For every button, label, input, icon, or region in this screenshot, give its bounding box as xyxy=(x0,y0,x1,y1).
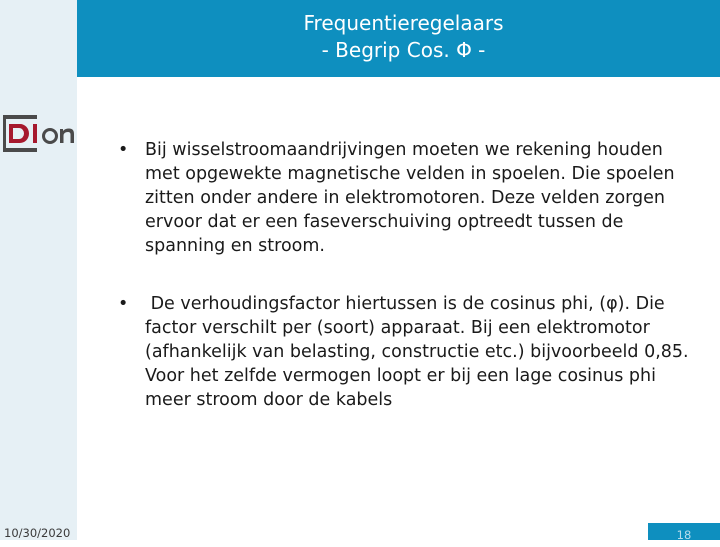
logo-letter-n xyxy=(60,129,74,144)
slide-title xyxy=(77,10,720,64)
dion-logo xyxy=(3,115,77,153)
logo-letter-i xyxy=(33,124,37,143)
logo-letter-o xyxy=(44,130,57,143)
left-sidebar-band xyxy=(0,0,77,540)
bullet-text: Bij wisselstroomaandrijvingen moeten we rekening houden met opgewekte magnetische velden in spoelen. Die spoelen zitten onder andere in elektromotoren. Deze velden zorgen ervoor dat er een faseverschuiving optreedt tussen de spanning en stroom. xyxy=(145,140,675,256)
bullet-item xyxy=(118,292,698,412)
bullet-text: De verhoudingsfactor hiertussen is de cosinus phi, (φ). Die factor verschilt per (soort) apparaat. Bij een elektromotor (afhankelijk van belasting, constructie etc.) bijvoorbeeld 0,85. Voor het zelfde vermogen loopt er bij een lage cosinus phi meer stroom door de kabels xyxy=(145,294,695,410)
logo-frame-bottom xyxy=(3,148,37,152)
logo-frame-top xyxy=(3,115,37,119)
footer-page-number: 18 xyxy=(648,523,720,540)
bullet-item xyxy=(118,138,698,258)
logo-letter-d xyxy=(9,124,29,143)
logo-frame-left xyxy=(3,115,6,152)
footer-date: 10/30/2020 xyxy=(4,526,71,540)
bullet-point-marker: • xyxy=(118,140,129,160)
slide-title-line-2: - Begrip Cos. Φ - xyxy=(321,38,486,62)
slide-title-line-1: Frequentieregelaars xyxy=(303,11,504,35)
bullet-point-marker: • xyxy=(118,294,129,314)
bullet-list xyxy=(118,138,698,412)
